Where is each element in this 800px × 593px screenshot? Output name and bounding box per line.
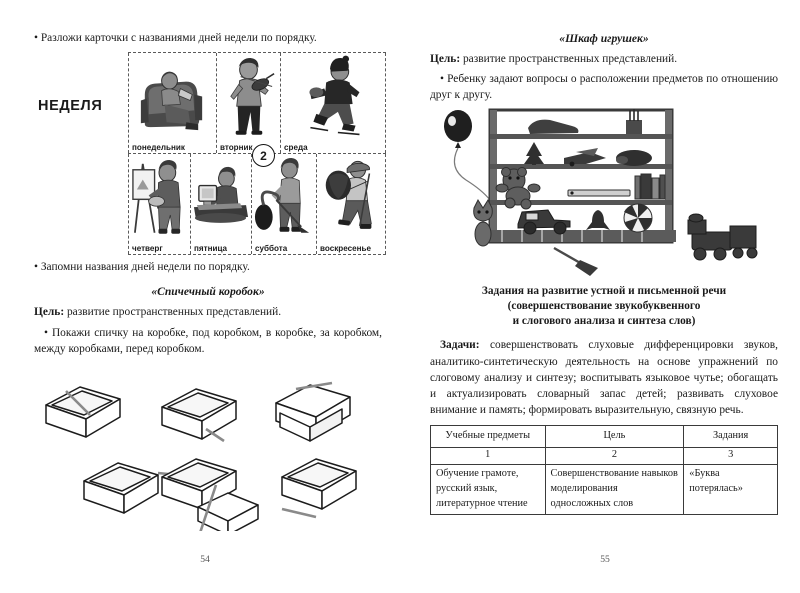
- speech-heading-line-2: (совершенствование звукобуквенного: [507, 299, 701, 312]
- day-card-saturday[interactable]: [251, 154, 316, 254]
- right-page-folio: 55: [600, 554, 610, 565]
- week-card-grid: [34, 52, 382, 257]
- goal-label: Цель:: [430, 53, 461, 65]
- tasks-label: Задачи:: [440, 339, 480, 352]
- day-card-tuesday[interactable]: [216, 53, 280, 153]
- day-card-row-1: [128, 52, 386, 153]
- day-card-label: понедельник: [132, 143, 185, 153]
- matchboxes-with-matches-diagram-icon: [34, 371, 364, 531]
- table-head: [431, 426, 778, 465]
- step-badge-2: 2: [252, 144, 275, 167]
- day-card-label: вторник: [220, 143, 253, 153]
- speech-heading-line-1: Задания на развитие устной и письменной речи: [481, 284, 727, 297]
- child-painting-at-easel-icon: [129, 156, 190, 239]
- toybox-goal: [430, 51, 778, 67]
- day-card-label: суббота: [255, 244, 288, 254]
- boy-vacuum-cleaning-icon: [252, 156, 316, 239]
- table-number-row: [431, 448, 778, 465]
- table-cell-task: «Буква потерялась»: [684, 465, 778, 515]
- boy-playing-violin-icon: [217, 55, 280, 138]
- curriculum-table: [430, 425, 778, 515]
- toybox-activity-title: «Шкаф игрушек»: [559, 32, 649, 45]
- speech-heading-line-3: и слогового анализа и синтеза слов): [512, 315, 696, 328]
- table-header-row: [431, 426, 778, 448]
- table-cell-goal: Совершенствование навыков моделирования односложных слов: [545, 465, 684, 515]
- table-header-goal: Цель: [545, 426, 684, 448]
- day-card-wednesday[interactable]: [280, 53, 386, 153]
- day-card-label: воскресенье: [320, 244, 371, 254]
- hiker-with-backpack-icon: [317, 156, 385, 238]
- table-header-subjects: Учебные предметы: [431, 426, 546, 448]
- child-in-armchair-reading-icon: [129, 55, 216, 138]
- speech-tasks-paragraph: [430, 337, 778, 418]
- week-label: НЕДЕЛЯ: [38, 98, 103, 115]
- day-card-label: среда: [284, 143, 308, 153]
- remember-bullet: • Запомни названия дней недели по порядку.: [34, 261, 250, 274]
- table-header-tasks: Задания: [684, 426, 778, 448]
- goal-text: развитие пространственных представлений.: [460, 53, 678, 65]
- table-col-number-3: 3: [684, 448, 778, 465]
- intro-bullet: • Разложи карточки с названиями дней недели по порядку.: [34, 32, 317, 44]
- child-at-computer-desk-icon: [191, 156, 251, 239]
- toybox-task: • Ребенку задают вопросы о расположении предметов по отношению друг к другу.: [430, 73, 778, 102]
- table-col-number-2: 2: [545, 448, 684, 465]
- table-col-number-1: 1: [431, 448, 546, 465]
- matchbox-figure: [34, 371, 382, 531]
- day-card-friday[interactable]: [190, 154, 251, 254]
- matchbox-goal: [34, 304, 382, 320]
- matchbox-activity-title: «Спичечный коробок»: [151, 285, 265, 299]
- toy-shelf-with-objects-illustration-icon: [430, 108, 780, 278]
- toy-shelf-figure: [430, 108, 778, 278]
- goal-text: развитие пространственных представлений.: [64, 306, 282, 319]
- tasks-text: совершенствовать слуховые дифференцировки звуков, аналитико-синтетическую деятельность на основе упражнений по слоговому анализу и синтезу; воспитывать языковое чутье; обогащать и актуализировать словарный запас детей; развивать слуховое внимание и память; формировать выразительную, связную речь.: [430, 339, 778, 417]
- matchbox-task: • Покажи спичку на коробке, под коробком, в коробке, за коробком, между коробками, перед коробком.: [34, 326, 382, 355]
- table-row: [431, 465, 778, 515]
- day-card-thursday[interactable]: [128, 154, 190, 254]
- table-cell-subject: Обучение грамоте, русский язык, литературное чтение: [431, 465, 546, 515]
- table-body: [431, 465, 778, 515]
- left-page-folio: 54: [200, 554, 210, 565]
- speech-section-heading: [430, 284, 778, 330]
- boy-skating-winter-icon: [281, 55, 385, 137]
- day-card-row-2: [128, 153, 386, 255]
- day-card-sunday[interactable]: [316, 154, 386, 254]
- day-card-label: пятница: [194, 244, 228, 254]
- right-page: [410, 0, 800, 593]
- goal-label: Цель:: [34, 306, 65, 319]
- day-card-monday[interactable]: [128, 53, 216, 153]
- day-card-label: четверг: [132, 244, 163, 254]
